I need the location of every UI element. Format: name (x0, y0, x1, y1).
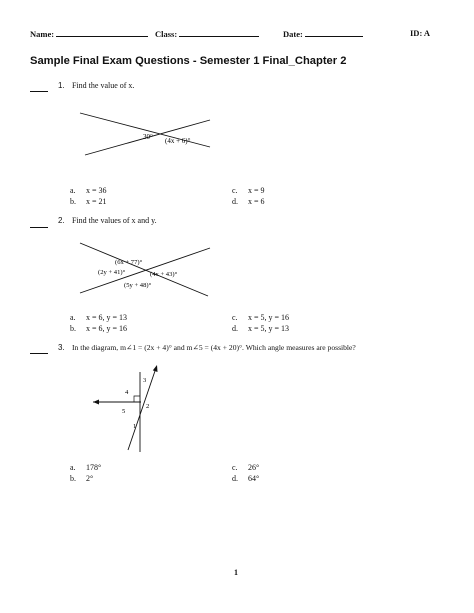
figure-1-line-a (80, 113, 210, 147)
figure-3-arrow-left-icon (93, 400, 99, 405)
figure-3-label-1: 1 (133, 423, 137, 430)
figure-3-right-angle-mark (134, 396, 140, 402)
answer-blank-1[interactable] (30, 90, 48, 92)
figure-2-angle-bottom: (5y + 48)° (124, 282, 152, 289)
choice-3b[interactable]: b. 2° (70, 474, 94, 483)
name-label: Name: (30, 29, 55, 39)
page-title: Sample Final Exam Questions - Semester 1 Final_Chapter 2 (30, 55, 347, 67)
choice-2a[interactable]: a. x = 6, y = 13 (70, 313, 128, 322)
choice-2b[interactable]: b. x = 6, y = 16 (70, 324, 128, 333)
figure-3-label-5: 5 (122, 408, 126, 415)
figure-3-arrow-top-icon (153, 365, 158, 372)
figure-3-label-4: 4 (125, 389, 129, 396)
question-text-2: Find the values of x and y. (72, 216, 157, 225)
name-field (30, 28, 148, 39)
figure-2-angle-left: (2y + 41)° (98, 269, 126, 276)
question-text-3: In the diagram, m∠1 = (2x + 4)° and m∠5 = (4x + 20)°. Which angle measures are possible? (72, 343, 356, 352)
class-blank[interactable] (179, 28, 259, 37)
id-label: ID: A (410, 28, 431, 38)
question-text-1: Find the value of x. (72, 81, 135, 90)
page-number: 1 (234, 568, 238, 577)
figure-1-intersecting-lines (60, 100, 220, 170)
figure-1-angle-2: (4x + 6)° (165, 137, 191, 145)
figure-3-lines-diagram (85, 358, 175, 458)
answer-blank-3[interactable] (30, 352, 48, 354)
figure-3-label-3: 3 (143, 377, 147, 384)
figure-3-slanted-line (128, 368, 156, 450)
figure-2-angle-top: (6x + 77)° (115, 259, 143, 266)
choice-3a[interactable]: a. 178° (70, 463, 102, 472)
date-blank[interactable] (305, 28, 363, 37)
choice-1a[interactable]: a. x = 36 (70, 186, 107, 195)
figure-1-angle-1: 30° (143, 133, 153, 141)
question-number-3: 3. (58, 343, 65, 352)
figure-2-angle-right: (4x + 43)° (150, 271, 178, 278)
choice-1d[interactable]: d. x = 6 (232, 197, 265, 206)
choice-2d[interactable]: d. x = 5, y = 13 (232, 324, 290, 333)
answer-blank-2[interactable] (30, 226, 48, 228)
choice-2c[interactable]: c. x = 5, y = 16 (232, 313, 290, 322)
choice-3d[interactable]: d. 64° (232, 474, 260, 483)
date-label: Date: (283, 29, 303, 39)
class-label: Class: (155, 29, 178, 39)
choice-3c[interactable]: c. 26° (232, 463, 260, 472)
name-blank[interactable] (56, 28, 148, 37)
question-number-2: 2. (58, 216, 65, 225)
choice-1b[interactable]: b. x = 21 (70, 197, 107, 206)
date-field (283, 28, 363, 39)
figure-2-intersecting-lines (60, 238, 220, 306)
choice-1c[interactable]: c. x = 9 (232, 186, 265, 195)
question-number-1: 1. (58, 81, 65, 90)
class-field (155, 28, 259, 39)
figure-3-label-2: 2 (146, 403, 150, 410)
